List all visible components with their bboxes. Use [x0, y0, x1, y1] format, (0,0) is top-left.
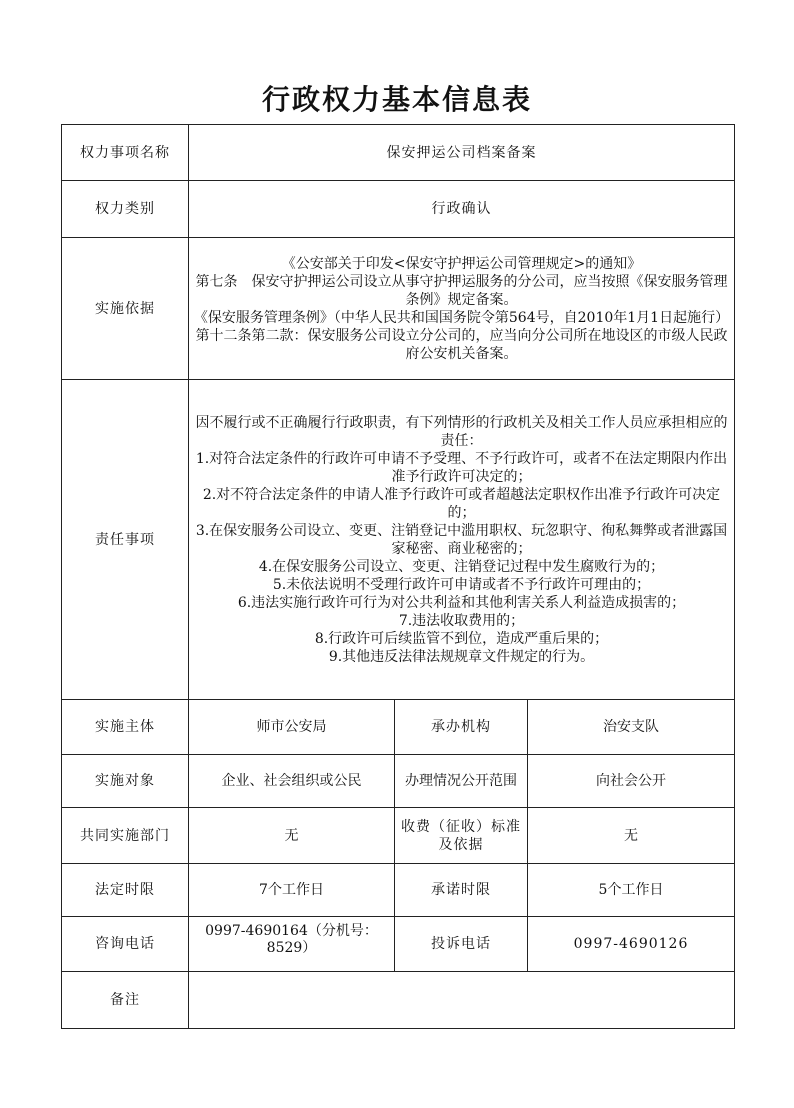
responsibility-line: 3.在保安服务公司设立、变更、注销登记中滥用职权、玩忽职守、徇私舞弊或者泄露国家秘密、商业秘密的； — [195, 522, 728, 557]
remarks-value — [189, 972, 735, 1029]
joint-dept-value: 无 — [189, 808, 395, 864]
row-remarks — [62, 972, 735, 1029]
responsibility-line: 5.未依法说明不受理行政许可申请或者不予行政许可理由的； — [272, 576, 651, 593]
category-value: 行政确认 — [189, 181, 735, 238]
legal-time-value: 7个工作日 — [189, 864, 395, 917]
inquiry-phone-label: 咨询电话 — [62, 917, 189, 972]
row-time-limit — [62, 864, 735, 917]
subject-value: 师市公安局 — [189, 700, 395, 755]
target-value: 企业、社会组织或公民 — [189, 755, 395, 808]
legal-time-label: 法定时限 — [62, 864, 189, 917]
row-contact — [62, 917, 735, 972]
fee-standard-value: 无 — [528, 808, 735, 864]
responsibility-line: 6.违法实施行政许可行为对公共利益和其他利害关系人利益造成损害的； — [237, 594, 686, 611]
basis-line: 第七条 保安守护押运公司设立从事守护押运服务的分公司，应当按照《保安服务管理条例》规定备案。 — [195, 273, 728, 308]
responsibility-label: 责任事项 — [62, 380, 189, 700]
complaint-phone-value: 0997-4690126 — [528, 917, 735, 972]
target-label: 实施对象 — [62, 755, 189, 808]
row-target — [62, 755, 735, 808]
responsibility-line: 9.其他违反法律法规规章文件规定的行为。 — [328, 648, 595, 665]
basis-text — [189, 238, 735, 380]
responsibility-line: 2.对不符合法定条件的申请人准予行政许可或者超越法定职权作出准予行政许可决定的； — [202, 486, 721, 521]
responsibility-text — [189, 380, 735, 700]
basis-label: 实施依据 — [62, 238, 189, 380]
joint-dept-label: 共同实施部门 — [62, 808, 189, 864]
item-name-value: 保安押运公司档案备案 — [189, 125, 735, 181]
info-table — [61, 124, 735, 1029]
handling-org-value: 治安支队 — [528, 700, 735, 755]
category-label: 权力类别 — [62, 181, 189, 238]
row-subject — [62, 700, 735, 755]
subject-label: 实施主体 — [62, 700, 189, 755]
responsibility-line: 7.违法收取费用的； — [398, 612, 525, 629]
row-category — [62, 181, 735, 238]
responsibility-line: 因不履行或不正确履行行政职责，有下列情形的行政机关及相关工作人员应承担相应的责任： — [195, 414, 728, 449]
remarks-label: 备注 — [62, 972, 189, 1029]
basis-line: 《保安服务管理条例》（中华人民共和国国务院令第564号，自2010年1月1日起施行） — [193, 309, 730, 326]
handling-org-label: 承办机构 — [395, 700, 528, 755]
basis-line: 《公安部关于印发<保安守护押运公司管理规定>的通知》 — [281, 255, 642, 272]
disclosure-scope-value: 向社会公开 — [528, 755, 735, 808]
promised-time-label: 承诺时限 — [395, 864, 528, 917]
responsibility-line: 4.在保安服务公司设立、变更、注销登记过程中发生腐败行为的； — [258, 558, 665, 575]
row-responsibility — [62, 380, 735, 700]
complaint-phone-label: 投诉电话 — [395, 917, 528, 972]
basis-line: 第十二条第二款：保安服务公司设立分公司的，应当向分公司所在地设区的市级人民政府公安机关备案。 — [195, 327, 728, 362]
disclosure-scope-label: 办理情况公开范围 — [395, 755, 528, 808]
responsibility-line: 8.行政许可后续监管不到位，造成严重后果的； — [314, 630, 609, 647]
promised-time-value: 5个工作日 — [528, 864, 735, 917]
row-item-name — [62, 125, 735, 181]
page-title: 行政权力基本信息表 — [261, 83, 532, 116]
inquiry-phone-value: 0997-4690164（分机号：8529） — [205, 923, 378, 956]
row-joint — [62, 808, 735, 864]
item-name-label: 权力事项名称 — [62, 125, 189, 181]
responsibility-line: 1.对符合法定条件的行政许可申请不予受理、不予行政许可，或者不在法定期限内作出准予行政许可决定的； — [195, 450, 728, 485]
inquiry-phone-cell — [189, 917, 395, 972]
row-basis — [62, 238, 735, 380]
fee-standard-label: 收费（征收）标准及依据 — [395, 808, 528, 864]
